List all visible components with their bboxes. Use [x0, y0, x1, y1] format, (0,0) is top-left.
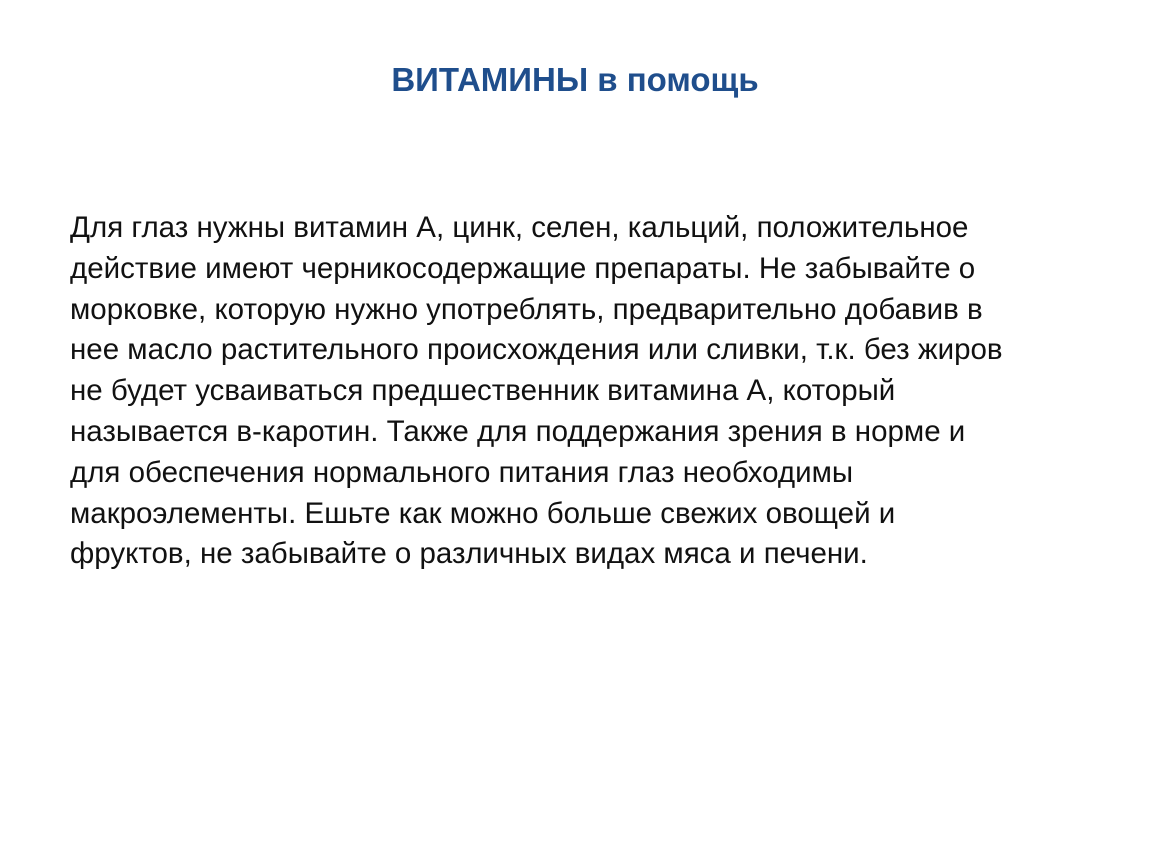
body-line: нее масло растительного происхождения или сливки, т.к. без жиров	[70, 333, 1003, 367]
body-line: действие имеют черникосодержащие препараты. Не забывайте о	[70, 251, 976, 285]
body-line: называется в-каротин. Также для поддержания зрения в норме и	[70, 414, 966, 448]
body-line: макроэлементы. Ешьте как можно больше свежих овощей и	[70, 496, 896, 530]
body-line: морковке, которую нужно употреблять, предварительно добавив в	[70, 292, 983, 326]
body-line: не будет усваиваться предшественник витамина А, который	[70, 374, 896, 408]
body-line: Для глаз нужны витамин А, цинк, селен, кальций, положительное	[70, 211, 969, 244]
slide-body-text	[70, 208, 1090, 575]
body-line: для обеспечения нормального питания глаз необходимы	[70, 455, 854, 489]
body-line: фруктов, не забывайте о различных видах мяса и печени.	[70, 537, 868, 571]
slide-title: ВИТАМИНЫ в помощь	[391, 61, 759, 98]
